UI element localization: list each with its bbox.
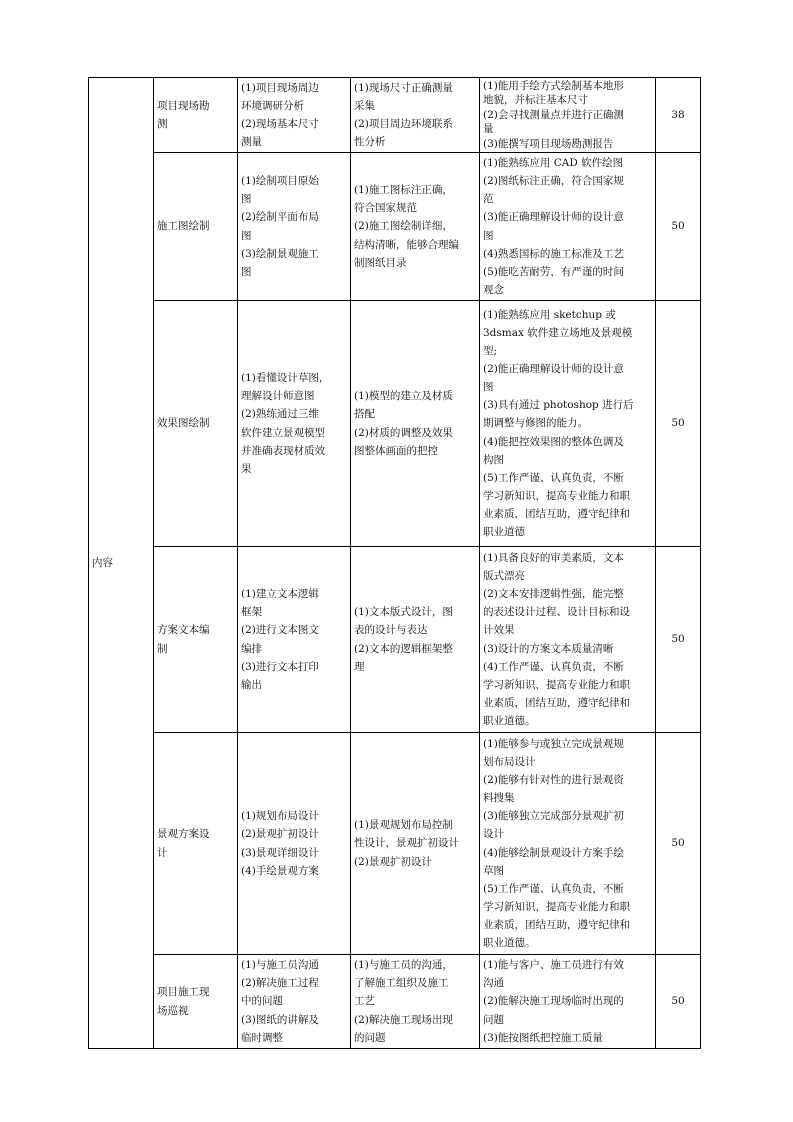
requirement-cell: (1)能与客户、施工员进行有效 沟通 (2)能解决施工现场临时出现的 问题 (3)能按图纸把控施工质量 bbox=[480, 955, 656, 1049]
assessment-table bbox=[88, 77, 701, 1049]
work-content-cell: (1)项目现场周边 环境调研分析 (2)现场基本尺寸 测量 bbox=[238, 78, 351, 153]
requirement-cell: (1)能熟练应用 CAD 软件绘图 (2)图纸标注正确，符合国家规 范 (3)能正确理解设计师的设计意 图 (4)熟悉国标的施工标准及工艺 (5)能吃苦耐劳，有严谨的时间 观念 bbox=[480, 153, 656, 301]
score-cell: 50 bbox=[656, 153, 701, 301]
skill-cell: (1)景观规划布局控制 性设计，景观扩初设计 (2)景观扩初设计 bbox=[351, 733, 480, 955]
table-row bbox=[89, 955, 701, 1049]
work-content-cell: (1)建立文本逻辑 框架 (2)进行文本图文 编排 (3)进行文本打印 输出 bbox=[238, 547, 351, 733]
requirement-cell: (1)能熟练应用 sketchup 或 3dsmax 软件建立场地及景观模 型; (2)能正确理解设计师的设计意 图 (3)具有通过 photoshop 进行后 期调整与修图的能力。 (4)能把控效果图的整体色调及 构图 (5)工作严谨、认真负责，不断 学习新知识，提高专业能力和职 业素质，团结互助，遵守纪律和 职业道德 bbox=[480, 301, 656, 547]
project-name-cell: 景观方案设 计 bbox=[154, 733, 238, 955]
table-row bbox=[89, 153, 701, 301]
work-content-cell: (1)与施工员沟通 (2)解决施工过程 中的问题 (3)图纸的讲解及 临时调整 bbox=[238, 955, 351, 1049]
requirement-cell: (1)能用手绘方式绘制基本地形 地貌，并标注基本尺寸 (2)会寻找测量点并进行正确测 量 (3)能撰写项目现场勘测报告 bbox=[480, 78, 656, 153]
score-cell: 50 bbox=[656, 301, 701, 547]
table-row bbox=[89, 301, 701, 547]
table-row bbox=[89, 733, 701, 955]
score-cell: 50 bbox=[656, 547, 701, 733]
skill-cell: (1)现场尺寸正确测量 采集 (2)项目周边环境联系 性分析 bbox=[351, 78, 480, 153]
table-row bbox=[89, 547, 701, 733]
category-cell: 内容 bbox=[89, 78, 154, 1049]
work-content-cell: (1)绘制项目原始 图 (2)绘制平面布局 图 (3)绘制景观施工 图 bbox=[238, 153, 351, 301]
skill-cell: (1)与施工员的沟通， 了解施工组织及施工 工艺 (2)解决施工现场出现 的问题 bbox=[351, 955, 480, 1049]
project-name-cell: 施工图绘制 bbox=[154, 153, 238, 301]
score-cell: 38 bbox=[656, 78, 701, 153]
project-name-cell: 方案文本编 制 bbox=[154, 547, 238, 733]
work-content-cell: (1)规划布局设计 (2)景观扩初设计 (3)景观详细设计 (4)手绘景观方案 bbox=[238, 733, 351, 955]
skill-cell: (1)文本版式设计，图 表的设计与表达 (2)文本的逻辑框架整 理 bbox=[351, 547, 480, 733]
score-cell: 50 bbox=[656, 733, 701, 955]
project-name-cell: 项目现场勘 测 bbox=[154, 78, 238, 153]
requirement-cell: (1)能够参与或独立完成景观规 划布局设计 (2)能够有针对性的进行景观资 料搜集 (3)能够独立完成部分景观扩初 设计 (4)能够绘制景观设计方案手绘 草图 (5)工作严谨、认真负责，不断 学习新知识，提高专业能力和职 业素质，团结互助，遵守纪律和 职业道德。 bbox=[480, 733, 656, 955]
requirement-cell: (1)具备良好的审美素质，文本 版式漂亮 (2)文本安排逻辑性强，能完整 的表述设计过程、设计目标和设 计效果 (3)设计的方案文本质量清晰 (4)工作严谨、认真负责，不断 学习新知识，提高专业能力和职 业素质，团结互助，遵守纪律和 职业道德。 bbox=[480, 547, 656, 733]
work-content-cell: (1)看懂设计草图， 理解设计师意图 (2)熟练通过三维 软件建立景观模型 并准确表现材质效 果 bbox=[238, 301, 351, 547]
score-cell: 50 bbox=[656, 955, 701, 1049]
project-name-cell: 项目施工现 场巡视 bbox=[154, 955, 238, 1049]
skill-cell: (1)施工图标注正确， 符合国家规范 (2)施工图绘制详细， 结构清晰，能够合理编 制图纸目录 bbox=[351, 153, 480, 301]
table-row bbox=[89, 78, 701, 153]
project-name-cell: 效果图绘制 bbox=[154, 301, 238, 547]
skill-cell: (1)模型的建立及材质 搭配 (2)材质的调整及效果 图整体画面的把控 bbox=[351, 301, 480, 547]
